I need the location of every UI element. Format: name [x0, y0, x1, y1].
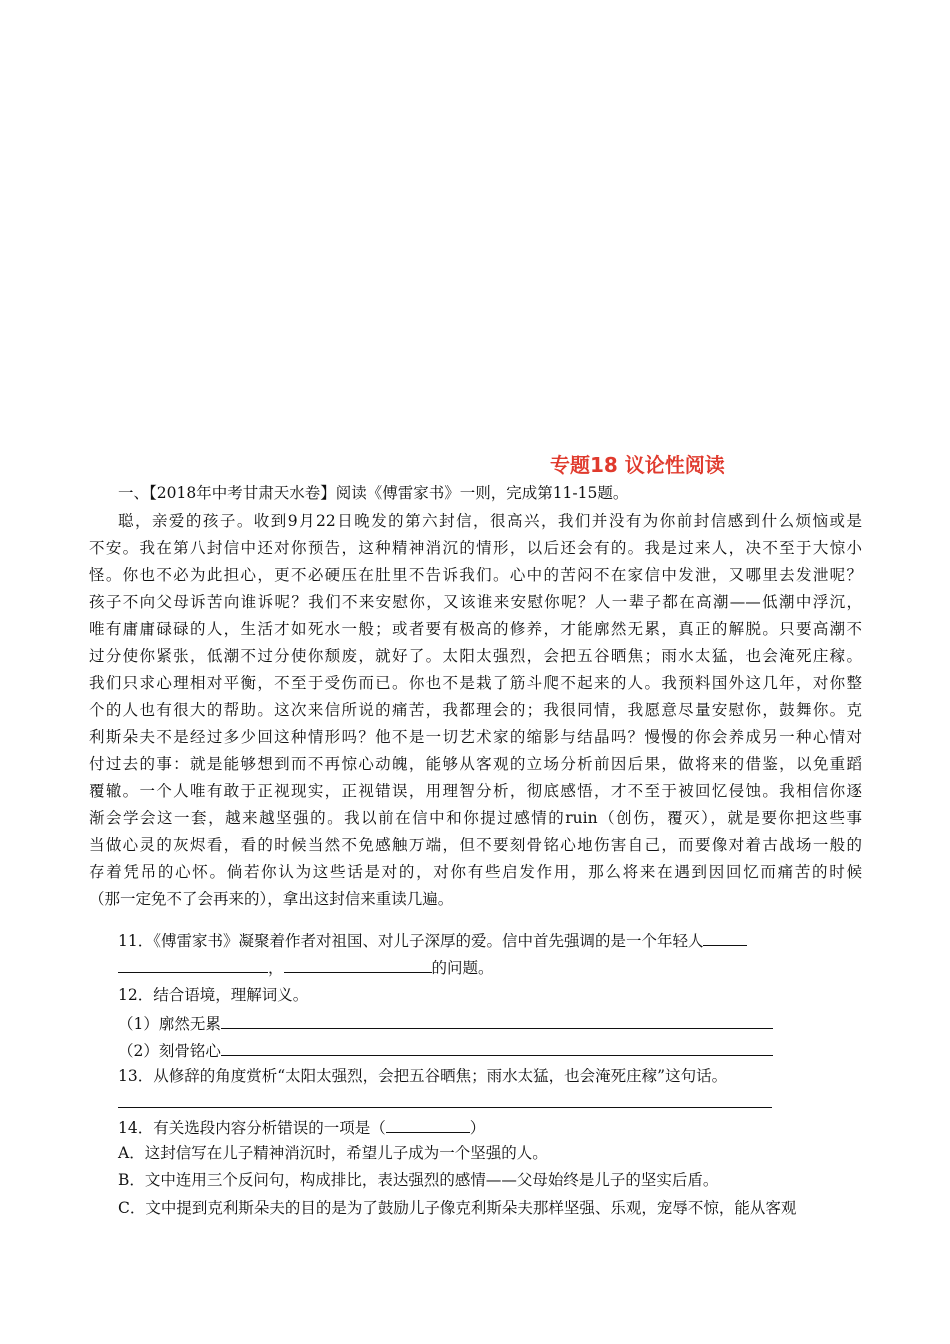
section-intro: 一、【2018年中考甘肃天水卷】阅读《傅雷家书》一则，完成第11-15题。: [118, 484, 629, 502]
question-tail: 的问题。: [431, 959, 494, 977]
passage-line: 当做心灵的灰烬看，看的时候当然不免感触万端，但不要刻骨铭心地伤害自己，而要像对着古战场一般的: [89, 836, 862, 854]
option-a: A．这封信写在儿子精神消沉时，希望儿子成为一个坚强的人。: [118, 1144, 548, 1162]
passage-line: 唯有庸庸碌碌的人，生活才如死水一般；或者要有极高的修养，才能廓然无累，真正的解脱。只要高潮不: [89, 620, 862, 638]
passage-line: 孩子不向父母诉苦向谁诉呢？我们不来安慰你，又该谁来安慰你呢？人一辈子都在高潮——低潮中浮沉，: [89, 593, 862, 611]
passage-line: 渐会学会这一套，越来越坚强的。我以前在信中和你提过感情的ruin（创伤，覆灭），就是要你把这些事: [89, 809, 862, 827]
passage-line: 我们只求心理相对平衡，不至于受伤而已。你也不是栽了筋斗爬不起来的人。我预料国外这几年，对你整: [89, 674, 862, 692]
passage-line: 怪。你也不必为此担心，更不必硬压在肚里不告诉我们。心中的苦闷不在家信中发泄，又哪里去发泄呢？: [89, 566, 862, 584]
answer-blank[interactable]: [118, 956, 268, 973]
question-text: 12．结合语境，理解词义。: [118, 986, 309, 1004]
question-text: 11．《傅雷家书》凝聚着作者对祖国、对儿子深厚的爱。信中首先强调的是一个年轻人: [118, 932, 704, 950]
passage-line: 聪，亲爱的孩子。收到9月22日晚发的第六封信，很高兴，我们并没有为你前封信感到什么烦恼或是: [118, 512, 862, 530]
passage-line: 不安。我在第八封信中还对你预告，这种精神消沉的情形，以后还会有的。我是过来人，决不至于大惊小: [89, 539, 862, 557]
option-c: C．文中提到克利斯朵夫的目的是为了鼓励儿子像克利斯朵夫那样坚强、乐观，宠辱不惊，能从客观: [118, 1199, 797, 1217]
answer-blank[interactable]: [703, 929, 747, 946]
answer-line[interactable]: [118, 1107, 772, 1108]
answer-blank[interactable]: [386, 1116, 470, 1133]
passage-line: 过分使你紧张，低潮不过分使你颓废，就好了。太阳太强烈，会把五谷晒焦；雨水太猛，也会淹死庄稼。: [89, 647, 862, 665]
answer-blank[interactable]: [221, 1039, 773, 1056]
question-text: 13．从修辞的角度赏析“太阳太强烈，会把五谷晒焦；雨水太猛，也会淹死庄稼”这句话。: [118, 1067, 728, 1085]
separator: ，: [268, 959, 284, 977]
answer-blank[interactable]: [221, 1012, 773, 1029]
passage-line: 存着凭吊的心怀。倘若你认为这些话是对的，对你有些启发作用，那么将来在遇到因回忆而痛苦的时候: [89, 863, 862, 881]
passage-line: 付过去的事：就是能够想到而不再惊心动魄，能够从客观的立场分析前因后果，做将来的借鉴，以免重蹈: [89, 755, 862, 773]
page-title: 专题18 议论性阅读: [550, 453, 725, 477]
answer-blank[interactable]: [284, 956, 432, 973]
question-text: 14．有关选段内容分析错误的一项是（: [118, 1119, 386, 1137]
option-b: B．文中连用三个反问句，构成排比，表达强烈的感情——父母始终是儿子的坚实后盾。: [118, 1171, 719, 1189]
question-item: （1）廓然无累: [118, 1015, 221, 1033]
passage-line: 覆辙。一个人唯有敢于正视现实，正视错误，用理智分析，彻底感悟，才不至于被回忆侵蚀。我相信你逐: [89, 782, 862, 800]
question-item: （2）刻骨铭心: [118, 1042, 221, 1060]
passage-line: （那一定免不了会再来的），拿出这封信来重读几遍。: [89, 890, 454, 908]
question-close: ）: [469, 1119, 486, 1137]
passage-line: 利斯朵夫不是经过多少回这种情形吗？他不是一切艺术家的缩影与结晶吗？慢慢的你会养成另一种心情对: [89, 728, 862, 746]
passage-line: 个的人也有很大的帮助。这次来信所说的痛苦，我都理会的；我很同情，我愿意尽量安慰你，鼓舞你。克: [89, 701, 862, 719]
